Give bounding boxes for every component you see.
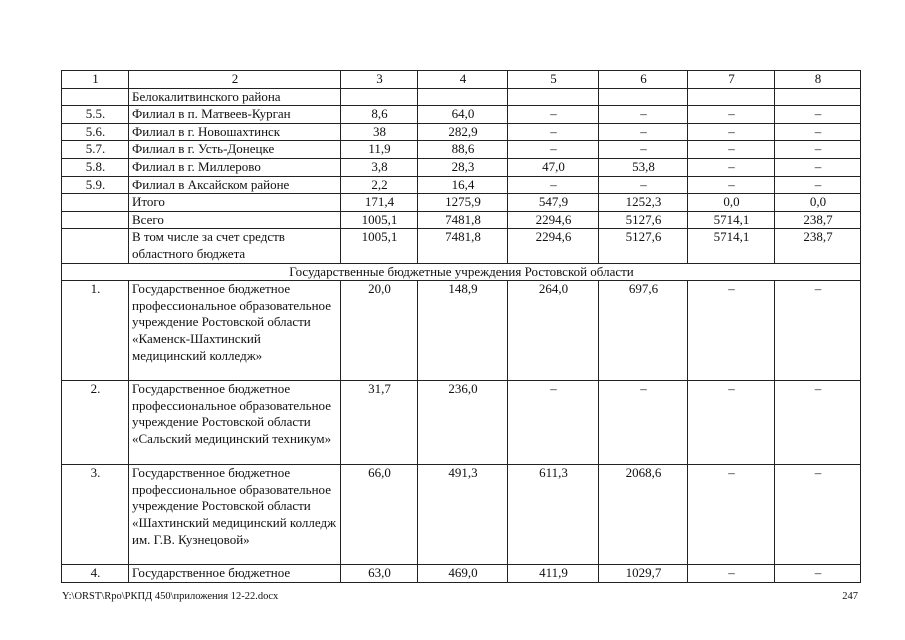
table-row <box>62 158 861 176</box>
value-cell-c7: – <box>688 158 775 176</box>
table-row <box>62 565 861 583</box>
value-cell-c7: 0,0 <box>688 194 775 212</box>
value-cell-c5 <box>508 88 599 106</box>
row-name-cell: Филиал в г. Усть-Донецке <box>129 141 341 159</box>
value-cell-c6: – <box>599 123 688 141</box>
value-cell-c4: 282,9 <box>418 123 508 141</box>
value-cell-c5: 264,0 <box>508 281 599 381</box>
section-row <box>62 263 861 281</box>
row-number-cell: 4. <box>62 565 129 583</box>
table-row <box>62 211 861 229</box>
row-number-cell <box>62 88 129 106</box>
row-number-cell: 1. <box>62 281 129 381</box>
column-header: 5 <box>508 71 599 89</box>
value-cell-c4: 7481,8 <box>418 229 508 263</box>
value-cell-c5: – <box>508 381 599 465</box>
row-name-cell: Итого <box>129 194 341 212</box>
table-row <box>62 88 861 106</box>
table-row <box>62 381 861 465</box>
data-table <box>61 70 861 583</box>
value-cell-c8: – <box>775 281 861 381</box>
row-name-cell: Белокалитвинского района <box>129 88 341 106</box>
value-cell-c3: 66,0 <box>341 465 418 565</box>
value-cell-c8: – <box>775 381 861 465</box>
row-number-cell: 5.6. <box>62 123 129 141</box>
value-cell-c5: – <box>508 106 599 124</box>
column-header: 8 <box>775 71 861 89</box>
value-cell-c6: – <box>599 106 688 124</box>
row-name-cell: Государственное бюджетное профессиональное образовательное учреждение Ростовской области «Сальский медицинский техникум» <box>129 381 341 465</box>
value-cell-c6: 697,6 <box>599 281 688 381</box>
value-cell-c7: 5714,1 <box>688 211 775 229</box>
row-name-cell: В том числе за счет средств областного бюджета <box>129 229 341 263</box>
value-cell-c7: – <box>688 381 775 465</box>
value-cell-c6: 5127,6 <box>599 229 688 263</box>
value-cell-c7: – <box>688 565 775 583</box>
column-header: 3 <box>341 71 418 89</box>
row-name-cell: Государственное бюджетное профессиональное образовательное учреждение Ростовской области «Шахтинский медицинский колледж им. Г.В. Кузнецовой» <box>129 465 341 565</box>
value-cell-c6: 2068,6 <box>599 465 688 565</box>
footer-page-number: 247 <box>842 591 858 602</box>
value-cell-c8: – <box>775 141 861 159</box>
value-cell-c4: 7481,8 <box>418 211 508 229</box>
value-cell-c8: – <box>775 123 861 141</box>
value-cell-c7 <box>688 88 775 106</box>
value-cell-c8: 0,0 <box>775 194 861 212</box>
value-cell-c8: 238,7 <box>775 229 861 263</box>
footer-file-path: Y:\ORST\Rpo\РКПД 450\приложения 12-22.docx <box>62 591 279 602</box>
value-cell-c7: – <box>688 176 775 194</box>
section-title: Государственные бюджетные учреждения Ростовской области <box>62 263 861 281</box>
value-cell-c3: 2,2 <box>341 176 418 194</box>
table-row <box>62 229 861 263</box>
value-cell-c3: 8,6 <box>341 106 418 124</box>
value-cell-c3: 11,9 <box>341 141 418 159</box>
table-row <box>62 106 861 124</box>
value-cell-c4: 64,0 <box>418 106 508 124</box>
value-cell-c5: 547,9 <box>508 194 599 212</box>
value-cell-c6: 1029,7 <box>599 565 688 583</box>
value-cell-c3: 1005,1 <box>341 211 418 229</box>
value-cell-c6: 1252,3 <box>599 194 688 212</box>
value-cell-c3: 20,0 <box>341 281 418 381</box>
value-cell-c5: 411,9 <box>508 565 599 583</box>
value-cell-c3: 31,7 <box>341 381 418 465</box>
value-cell-c7: – <box>688 465 775 565</box>
row-name-cell: Государственное бюджетное <box>129 565 341 583</box>
value-cell-c5: 2294,6 <box>508 229 599 263</box>
table-row <box>62 465 861 565</box>
value-cell-c8 <box>775 88 861 106</box>
row-name-cell: Всего <box>129 211 341 229</box>
value-cell-c4: 28,3 <box>418 158 508 176</box>
value-cell-c4: 1275,9 <box>418 194 508 212</box>
value-cell-c6: 5127,6 <box>599 211 688 229</box>
value-cell-c8: – <box>775 176 861 194</box>
row-number-cell <box>62 229 129 263</box>
value-cell-c7: – <box>688 281 775 381</box>
value-cell-c8: – <box>775 106 861 124</box>
row-name-cell: Филиал в г. Новошахтинск <box>129 123 341 141</box>
column-header: 6 <box>599 71 688 89</box>
value-cell-c4: 148,9 <box>418 281 508 381</box>
table-row <box>62 176 861 194</box>
value-cell-c5: 611,3 <box>508 465 599 565</box>
value-cell-c3: 1005,1 <box>341 229 418 263</box>
value-cell-c7: 5714,1 <box>688 229 775 263</box>
table-row <box>62 141 861 159</box>
row-number-cell: 5.5. <box>62 106 129 124</box>
value-cell-c6: 53,8 <box>599 158 688 176</box>
row-name-cell: Филиал в Аксайском районе <box>129 176 341 194</box>
value-cell-c4: 236,0 <box>418 381 508 465</box>
table-row <box>62 281 861 381</box>
row-name-cell: Филиал в г. Миллерово <box>129 158 341 176</box>
value-cell-c8: 238,7 <box>775 211 861 229</box>
row-name-cell: Государственное бюджетное профессиональное образовательное учреждение Ростовской области «Каменск-Шахтинский медицинский колледж» <box>129 281 341 381</box>
value-cell-c4 <box>418 88 508 106</box>
table-row <box>62 194 861 212</box>
value-cell-c3: 3,8 <box>341 158 418 176</box>
value-cell-c7: – <box>688 106 775 124</box>
row-name-cell: Филиал в п. Матвеев-Курган <box>129 106 341 124</box>
value-cell-c5: 47,0 <box>508 158 599 176</box>
value-cell-c3: 63,0 <box>341 565 418 583</box>
row-number-cell <box>62 194 129 212</box>
column-header: 2 <box>129 71 341 89</box>
table-row <box>62 123 861 141</box>
row-number-cell: 5.7. <box>62 141 129 159</box>
table-header-row <box>62 71 861 89</box>
value-cell-c5: – <box>508 141 599 159</box>
value-cell-c3: 171,4 <box>341 194 418 212</box>
value-cell-c6 <box>599 88 688 106</box>
row-number-cell: 3. <box>62 465 129 565</box>
value-cell-c6: – <box>599 176 688 194</box>
value-cell-c4: 88,6 <box>418 141 508 159</box>
column-header: 4 <box>418 71 508 89</box>
value-cell-c6: – <box>599 141 688 159</box>
value-cell-c5: 2294,6 <box>508 211 599 229</box>
value-cell-c4: 469,0 <box>418 565 508 583</box>
value-cell-c3 <box>341 88 418 106</box>
row-number-cell: 2. <box>62 381 129 465</box>
value-cell-c4: 491,3 <box>418 465 508 565</box>
value-cell-c3: 38 <box>341 123 418 141</box>
row-number-cell <box>62 211 129 229</box>
value-cell-c4: 16,4 <box>418 176 508 194</box>
value-cell-c7: – <box>688 123 775 141</box>
value-cell-c8: – <box>775 465 861 565</box>
column-header: 1 <box>62 71 129 89</box>
value-cell-c8: – <box>775 565 861 583</box>
value-cell-c6: – <box>599 381 688 465</box>
value-cell-c5: – <box>508 176 599 194</box>
value-cell-c8: – <box>775 158 861 176</box>
row-number-cell: 5.9. <box>62 176 129 194</box>
value-cell-c5: – <box>508 123 599 141</box>
column-header: 7 <box>688 71 775 89</box>
row-number-cell: 5.8. <box>62 158 129 176</box>
value-cell-c7: – <box>688 141 775 159</box>
